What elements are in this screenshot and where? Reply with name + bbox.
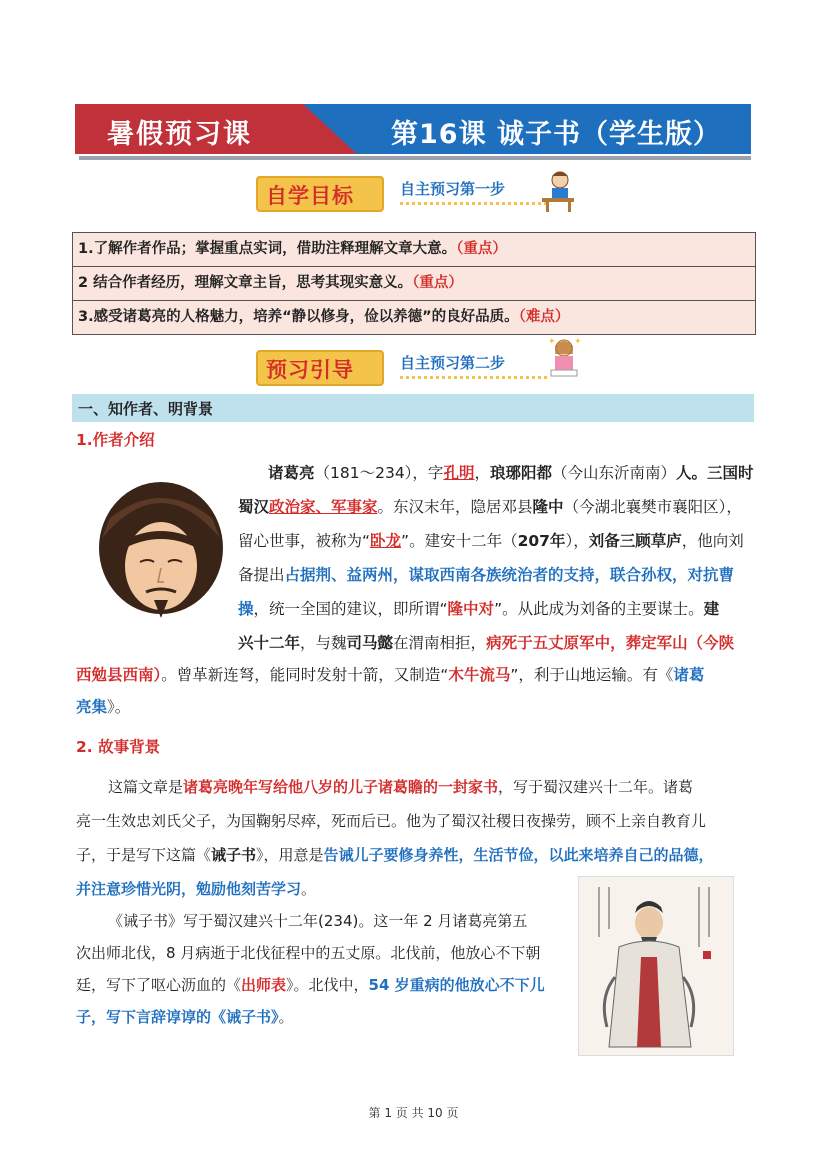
text-run: 操: [238, 600, 254, 618]
goal-row: [73, 267, 755, 301]
goal-text: 2 结合作者经历，理解文章主旨，思考其现实意义。: [78, 275, 413, 291]
text-run: ，与魏: [300, 634, 347, 652]
text-run: 刘备三顾草庐: [588, 532, 682, 550]
title-banner: [75, 104, 751, 154]
text-run: 廷，写下了呕心沥血的《: [76, 976, 242, 994]
goal-row: [73, 233, 755, 267]
text-run: 出师表: [241, 976, 287, 994]
text-run: 留心世事，被称为“: [238, 532, 371, 550]
goal-text: 3.感受诸葛亮的人格魅力，培养“静以修身，俭以养德”的良好品质。: [78, 309, 519, 325]
svg-text:✦: ✦: [548, 337, 556, 347]
text-run: （今山东沂南南）: [551, 464, 676, 482]
text-run: 并注意珍惜光阴，勉励他刻苦学习: [76, 880, 302, 898]
self-study-goals-tag: [256, 172, 576, 212]
page-footer: 第 1 页 共 10 页: [368, 1106, 459, 1120]
text-run: 亮集: [76, 698, 108, 716]
text-run: 兴十二年: [238, 634, 301, 652]
text-run: 司马懿: [346, 634, 394, 652]
author-intro-heading: 1.作者介绍: [76, 431, 155, 449]
text-run: ”。从此成为刘备的主要谋士。: [494, 600, 704, 618]
text-run: 孔明: [443, 464, 475, 482]
goal-row: [73, 301, 755, 334]
text-run: 卧龙: [370, 532, 402, 550]
tag-subtitle: 自主预习第二步: [400, 354, 506, 372]
author-line-1: [268, 456, 754, 490]
text-run: ，: [474, 464, 490, 482]
background-line-6: [76, 936, 568, 970]
text-run: ），: [565, 532, 589, 550]
banner-course-label: 暑假预习课: [107, 119, 252, 150]
text-run: ，统一全国的建议，即所谓“: [253, 600, 448, 618]
text-run: 隆中: [532, 498, 564, 516]
tag-dots: [400, 202, 550, 205]
zhuge-liang-portrait: [92, 478, 230, 628]
author-line-4: [238, 558, 754, 592]
text-run: 》，用意是: [256, 846, 324, 864]
text-run: 54 岁重病的他放心不下儿: [368, 976, 545, 994]
text-run: 政治家、军事家: [269, 498, 378, 516]
background-line-1: [108, 770, 754, 804]
text-run: 琅琊阳都: [489, 464, 552, 482]
text-run: 207年: [517, 532, 566, 550]
text-run: 亮一生效忠刘氏父子，为国鞠躬尽瘁，死而后已。他为了蜀汉社稷日夜操劳，顾不上亲自教育儿: [76, 812, 707, 830]
text-run: 《诫子书》写于蜀汉建兴十二年(234)。这一年 2 月诸葛亮第五: [108, 912, 528, 930]
text-run: 。曾革新连弩，能同时发射十箭，又制造“: [161, 666, 449, 684]
tag-box: [256, 350, 384, 386]
text-run: 蜀汉: [238, 498, 270, 516]
background-line-3: [76, 838, 754, 872]
text-run: 在渭南相拒，: [393, 634, 487, 652]
tag-dots: [400, 376, 550, 379]
section-heading: 一、知作者、明背景: [78, 400, 214, 418]
author-line-3: [238, 524, 754, 558]
text-run: 木牛流马: [448, 666, 511, 684]
text-run: ”，利于山地运输。有《: [510, 666, 674, 684]
tag-box: [256, 176, 384, 212]
banner-lesson-title: 第16课 诚子书（学生版）: [391, 119, 721, 150]
section-heading-bar: [72, 394, 754, 422]
author-line-2: [238, 490, 754, 524]
background-line-5: [108, 904, 568, 938]
text-run: ，写于蜀汉建兴十二年。诸葛: [498, 778, 694, 796]
text-run: 西勉县西南）: [76, 666, 162, 684]
background-line-2: [76, 804, 754, 838]
goals-table: [72, 232, 756, 335]
goal-text: 1.了解作者作品；掌握重点实词，借助注释理解文章大意。: [78, 241, 457, 257]
text-run: 》。北伐中，: [286, 976, 369, 994]
text-run: 诸葛亮: [268, 464, 315, 482]
zhuge-liang-painting: [578, 876, 734, 1056]
text-run: （181～234），字: [314, 464, 444, 482]
author-line-7: [76, 658, 754, 692]
text-run: 。: [301, 880, 317, 898]
text-run: 。东汉末年，隐居邓县: [377, 498, 533, 516]
author-line-5: [238, 592, 754, 626]
text-run: 诸葛亮晚年写给他八岁的儿子诸葛瞻的一封家书: [183, 778, 499, 796]
goal-mark: （重点）: [456, 241, 507, 257]
text-run: 备提出: [238, 566, 285, 584]
text-run: （今湖北襄樊市襄阳区），: [563, 498, 742, 516]
text-run: 人。三国时: [676, 464, 754, 482]
preview-guide-tag: [256, 337, 582, 386]
girl-reading-icon: [546, 336, 582, 386]
text-run: ”。建安十二年（: [401, 532, 518, 550]
text-run: 隆中对: [447, 600, 495, 618]
text-run: 告诫儿子要修身养性，生活节俭，以此来培养自己的品德，: [323, 846, 714, 864]
text-run: 》。: [107, 698, 131, 716]
text-run: 子，写下言辞谆谆的《诫子书》: [76, 1008, 279, 1026]
text-run: 占据荆、益两州，谋取西南各族统治者的支持，联合孙权，对抗曹: [284, 566, 735, 584]
text-run: 病死于五丈原军中，葬定军山（今陕: [486, 634, 735, 652]
background-heading: 2. 故事背景: [76, 738, 161, 756]
goal-mark: （重点）: [412, 275, 463, 291]
text-run: 诫子书: [211, 846, 257, 864]
author-line-6: [238, 626, 754, 660]
tag-subtitle: 自主预习第一步: [400, 180, 506, 198]
text-run: 次出师北伐，8 月病逝于北伐征程中的五丈原。北伐前，他放心不下朝: [76, 944, 541, 962]
text-run: ，他向刘: [681, 532, 744, 550]
background-line-7: [76, 968, 568, 1002]
text-run: 子，于是写下这篇《: [76, 846, 212, 864]
tag-title: 预习引导: [266, 358, 354, 382]
svg-text:✦: ✦: [574, 337, 582, 347]
tag-title: 自学目标: [266, 184, 354, 208]
text-run: 这篇文章是: [108, 778, 184, 796]
student-at-desk-icon: [540, 170, 576, 214]
background-line-8: [76, 1000, 568, 1034]
author-line-8: [76, 690, 754, 724]
banner-shadow: [79, 156, 751, 160]
goal-mark: （难点）: [518, 309, 570, 325]
text-run: 建: [703, 600, 720, 618]
text-run: 诸葛: [673, 666, 705, 684]
text-run: 。: [278, 1008, 294, 1026]
